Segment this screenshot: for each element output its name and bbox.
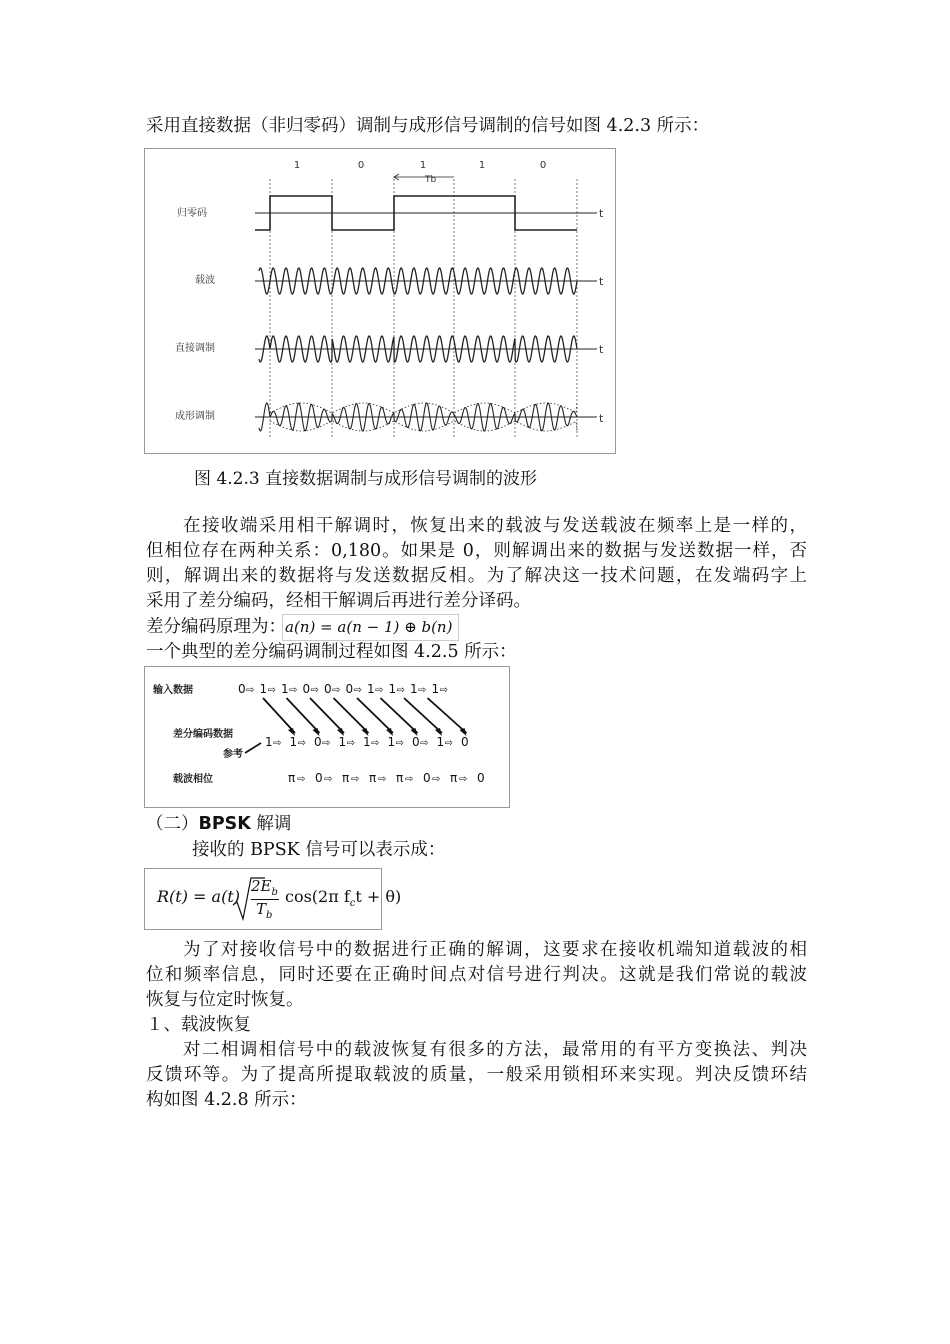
xor-arrow — [428, 698, 467, 733]
intro-line: 采用直接数据（非归零码）调制与成形信号调制的信号如图 4.2.3 所示： — [146, 116, 710, 136]
phase-value: 0 — [423, 771, 431, 785]
input-bit: 1 — [410, 682, 418, 696]
label-reference: 参考 — [223, 749, 243, 760]
bit-label: 0 — [539, 160, 547, 171]
arrow-glyph: ⇨ — [324, 774, 333, 785]
example-line: 一个典型的差分编码调制过程如图 4.2.5 所示： — [146, 642, 517, 662]
xor-arrow — [263, 698, 295, 733]
input-bit: 1 — [281, 682, 289, 696]
input-bit: 1 — [259, 682, 268, 696]
diff-bit: 0 — [461, 735, 469, 749]
input-bit: 0 — [324, 682, 332, 696]
arrow-glyph: ⇨ — [353, 685, 362, 696]
para1-line-4: 采用了差分编码，经相干解调后再进行差分译码。 — [146, 591, 531, 611]
bit-label: 1 — [293, 160, 301, 171]
bit-label: 0 — [357, 160, 365, 171]
reference-arrow — [245, 743, 261, 753]
input-bit: 0 — [302, 682, 311, 696]
row-label-direct: 直接调制 — [175, 343, 215, 354]
section-suffix: 解调 — [250, 814, 292, 834]
axis-t-label: t — [599, 412, 604, 425]
arrow-glyph: ⇨ — [289, 685, 298, 696]
phase-value: π — [369, 771, 377, 785]
bpsk-intro: 接收的 BPSK 信号可以表示成： — [192, 840, 446, 860]
arrow-glyph: ⇨ — [297, 738, 306, 749]
arrow-glyph: ⇨ — [375, 685, 384, 696]
diff-encoding-diagram — [145, 667, 509, 807]
envelope-top — [270, 403, 577, 413]
label-diff-data: 差分编码数据 — [173, 729, 233, 740]
para3-line-2: 反馈环等。为了提高所提取载波的质量，一般采用锁相环来实现。判决反馈环结 — [146, 1065, 807, 1085]
row-label-nrz: 归零码 — [177, 208, 207, 219]
diff-bit: 0 — [314, 735, 322, 749]
arrow-glyph: ⇨ — [432, 774, 441, 785]
row-label-shaped: 成形调制 — [175, 411, 215, 422]
section-heading — [146, 812, 291, 837]
arrow-glyph: ⇨ — [246, 685, 255, 696]
xor-arrow — [381, 698, 418, 733]
formula-denominator: $T_b$ — [256, 900, 273, 921]
arrow-glyph: ⇨ — [267, 685, 276, 696]
input-bit: 1 — [367, 682, 375, 696]
para1-line-3: 则，解调出来的数据将与发送数据反相。为了解决这一技术问题，在发端码字上 — [146, 566, 807, 586]
arrow-glyph: ⇨ — [351, 774, 360, 785]
axis-t-label: t — [599, 207, 604, 220]
label-carrier-phase: 载波相位 — [173, 774, 213, 785]
diff-bit: 1 — [436, 735, 445, 749]
diff-principle-line — [146, 614, 459, 641]
para1-line-1: 在接收端采用相干解调时，恢复出来的载波与发送载波在频率上是一样的， — [183, 516, 807, 536]
phase-value: π — [396, 771, 404, 785]
bit-label: 1 — [419, 160, 427, 171]
waveform-figure — [144, 148, 616, 454]
para3-line-1: 对二相调相信号中的载波恢复有很多的方法，最常用的有平方变换法、判决 — [183, 1040, 807, 1060]
diff-bit: 1 — [289, 735, 298, 749]
diff-bit: 1 — [363, 735, 371, 749]
para2-line-1: 为了对接收信号中的数据进行正确的解调，这要求在接收机端知道载波的相 — [183, 940, 807, 960]
row-label-carrier: 载波 — [195, 275, 215, 286]
label-input-data: 输入数据 — [153, 685, 193, 696]
arrow-glyph: ⇨ — [322, 738, 331, 749]
arrow-glyph: ⇨ — [459, 774, 468, 785]
phase-value: π — [342, 771, 350, 785]
bit-label: 1 — [478, 160, 486, 171]
formula-lhs: R(t) = a(t) — [157, 887, 240, 906]
diff-principle-label: 差分编码原理为： — [146, 617, 286, 637]
arrow-glyph: ⇨ — [418, 685, 427, 696]
arrow-glyph: ⇨ — [420, 738, 429, 749]
arrow-glyph: ⇨ — [297, 774, 306, 785]
axis-t-label: t — [599, 343, 604, 356]
axis-t-label: t — [599, 275, 604, 288]
tb-label: Tb — [425, 175, 437, 185]
diff-bit: 1 — [387, 735, 396, 749]
phase-value: π — [450, 771, 458, 785]
subsection-heading: １、载波恢复 — [146, 1015, 251, 1035]
para1-line-2: 但相位存在两种关系：0,180。如果是 0，则解调出来的数据与发送数据一样，否 — [146, 541, 807, 561]
para2-line-2: 位和频率信息，同时还要在正确时间点对信号进行判决。这就是我们常说的载波 — [146, 965, 807, 985]
diff-bit: 1 — [265, 735, 273, 749]
arrow-glyph: ⇨ — [439, 685, 448, 696]
phase-value: 0 — [477, 771, 485, 785]
diff-bit: 0 — [412, 735, 420, 749]
para3-line-3: 构如图 4.2.8 所示： — [146, 1090, 307, 1110]
input-bit: 0 — [238, 682, 246, 696]
input-bit: 1 — [431, 682, 440, 696]
arrow-glyph: ⇨ — [405, 774, 414, 785]
phase-value: 0 — [315, 771, 323, 785]
section-prefix: （二） — [146, 814, 199, 834]
xor-arrow — [404, 698, 442, 733]
figure-caption: 图 4.2.3 直接数据调制与成形信号调制的波形 — [194, 469, 538, 489]
para2-line-3: 恢复与位定时恢复。 — [146, 990, 304, 1010]
arrow-glyph: ⇨ — [273, 738, 282, 749]
arrow-glyph: ⇨ — [378, 774, 387, 785]
section-bold: BPSK — [198, 814, 251, 834]
bpsk-formula-box — [144, 868, 402, 930]
diff-bit: 1 — [338, 735, 347, 749]
diff-encoding-figure — [144, 666, 510, 808]
arrow-glyph: ⇨ — [346, 738, 355, 749]
formula-numerator: $2E_b$ — [251, 877, 278, 898]
arrow-glyph: ⇨ — [395, 738, 404, 749]
formula-rhs: cos(2π $f_ct + \theta$) — [285, 887, 402, 910]
arrow-glyph: ⇨ — [310, 685, 319, 696]
arrow-glyph: ⇨ — [396, 685, 405, 696]
phase-value: π — [288, 771, 296, 785]
arrow-glyph: ⇨ — [444, 738, 453, 749]
input-bit: 1 — [388, 682, 397, 696]
diff-formula: a(n) = a(n − 1) ⊕ b(n) — [282, 614, 459, 641]
arrow-glyph: ⇨ — [371, 738, 380, 749]
waveform-diagram — [145, 149, 615, 453]
input-bit: 0 — [345, 682, 354, 696]
arrow-glyph: ⇨ — [332, 685, 341, 696]
